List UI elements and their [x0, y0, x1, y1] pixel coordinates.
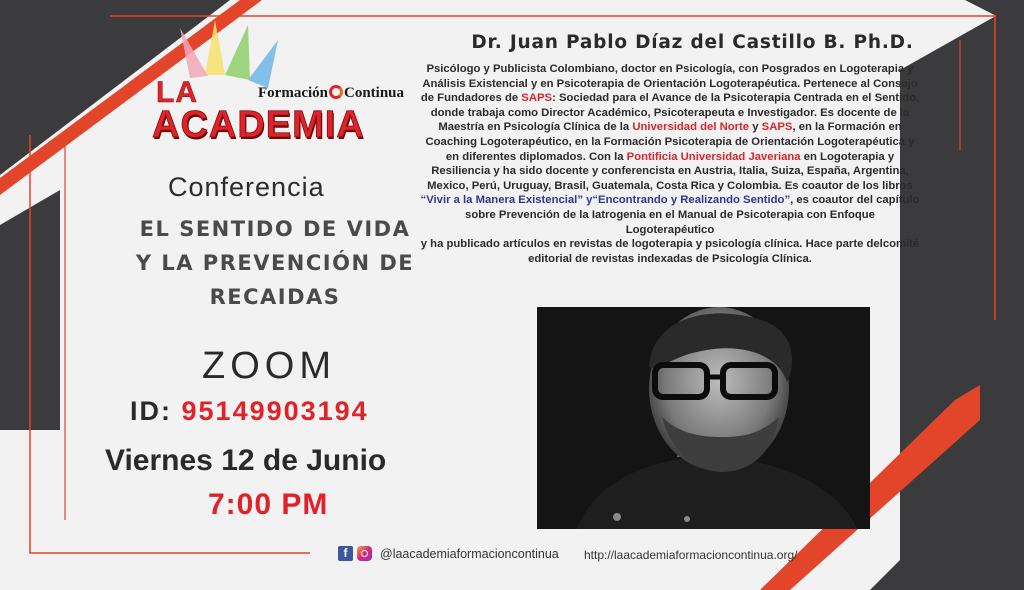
instagram-icon[interactable] — [357, 546, 372, 561]
academy-logo — [150, 52, 410, 147]
bio-segment: SAPS — [521, 92, 553, 105]
speaker-portrait-illustration — [537, 307, 870, 529]
bio-segment: Universidad del Norte — [632, 121, 750, 134]
talk-title — [120, 212, 430, 314]
bio-segment: , es coautor del capítulo sobre Prevención de la Iatrogenia en el Manual de Psicoterapia con Enfoque Logoterapéutico — [465, 194, 920, 236]
speaker-photo — [537, 307, 870, 529]
bio-segment: Pontificia Universidad Javeriana — [626, 150, 801, 163]
talk-title-line3: RECAIDAS — [209, 285, 341, 309]
bio-segment: en Logoterapia y Resiliencia y ha sido docente y conferencista en Austria, Italia, Suiza, España, Argentina, Mexico, Perú, Uruguay, Brasil, Guatemala, Costa Rica y Colombia. Es coautor de los libros — [427, 150, 913, 192]
logo-tagline-part2: Continua — [343, 85, 405, 101]
logo-la-text: LA — [156, 76, 198, 109]
speaker-name: Dr. Juan Pablo Díaz del Castillo B. Ph.D. — [471, 32, 914, 53]
meeting-id-label: ID: — [130, 396, 172, 426]
bio-segment: SAPS — [761, 121, 793, 134]
facebook-icon[interactable]: f — [338, 546, 353, 561]
platform-name: ZOOM — [202, 345, 336, 387]
bio-segment: : Sociedad para el Avance de la Psicoterapia Centrada en el Sentido, donde trabaja como Director Académico, Psicoterapeuta e Investigador. Es docente de la Maestría en Psicología Clínica de la — [430, 92, 920, 134]
website-url[interactable]: http://laacademiaformacioncontinua.org/ — [584, 548, 798, 562]
bio-segment: y ha publicado artículos en revistas de logoterapia y psicología clínica. Hace parte delcomité editorial de revistas indexadas de Psicología Clínica. — [420, 238, 920, 265]
logo-tagline — [258, 85, 404, 102]
bio-segment: “Vivir a la Manera Existencial” y“Encontrando y Realizando Sentido” — [420, 194, 791, 207]
meeting-id — [130, 396, 369, 427]
event-time: 7:00 PM — [208, 488, 329, 521]
social-footer — [338, 546, 559, 561]
speaker-bio — [420, 62, 920, 266]
logo-academia-text: ACADEMIA — [152, 104, 365, 146]
talk-title-line1: EL SENTIDO DE VIDA — [139, 217, 411, 241]
bio-segment: y — [749, 121, 762, 134]
social-handle[interactable]: @laacademiaformacioncontinua — [380, 546, 559, 561]
talk-title-line2: Y LA PREVENCIÓN DE — [135, 251, 415, 275]
bio-segment: Psicólogo y Publicista Colombiano, doctor en Psicología, con Posgrados en Logoterapia y Análisis Existencial y en Psicoterapia de Orientación Logoterapéutica. Pertenece al Consejo de Fundadores de — [420, 63, 918, 105]
bio-segment: , en la Formación en Coaching Logoterapéutico, en la Formación Psicoterapia de Orientación Logoterapéutica y en diferentes diplomados. Con la — [425, 121, 915, 163]
logo-tagline-part1: Formación — [258, 85, 328, 101]
event-type: Conferencia — [168, 172, 325, 202]
event-date: Viernes 12 de Junio — [105, 444, 387, 477]
swirl-icon — [329, 85, 343, 99]
meeting-id-value: 95149903194 — [181, 396, 369, 426]
